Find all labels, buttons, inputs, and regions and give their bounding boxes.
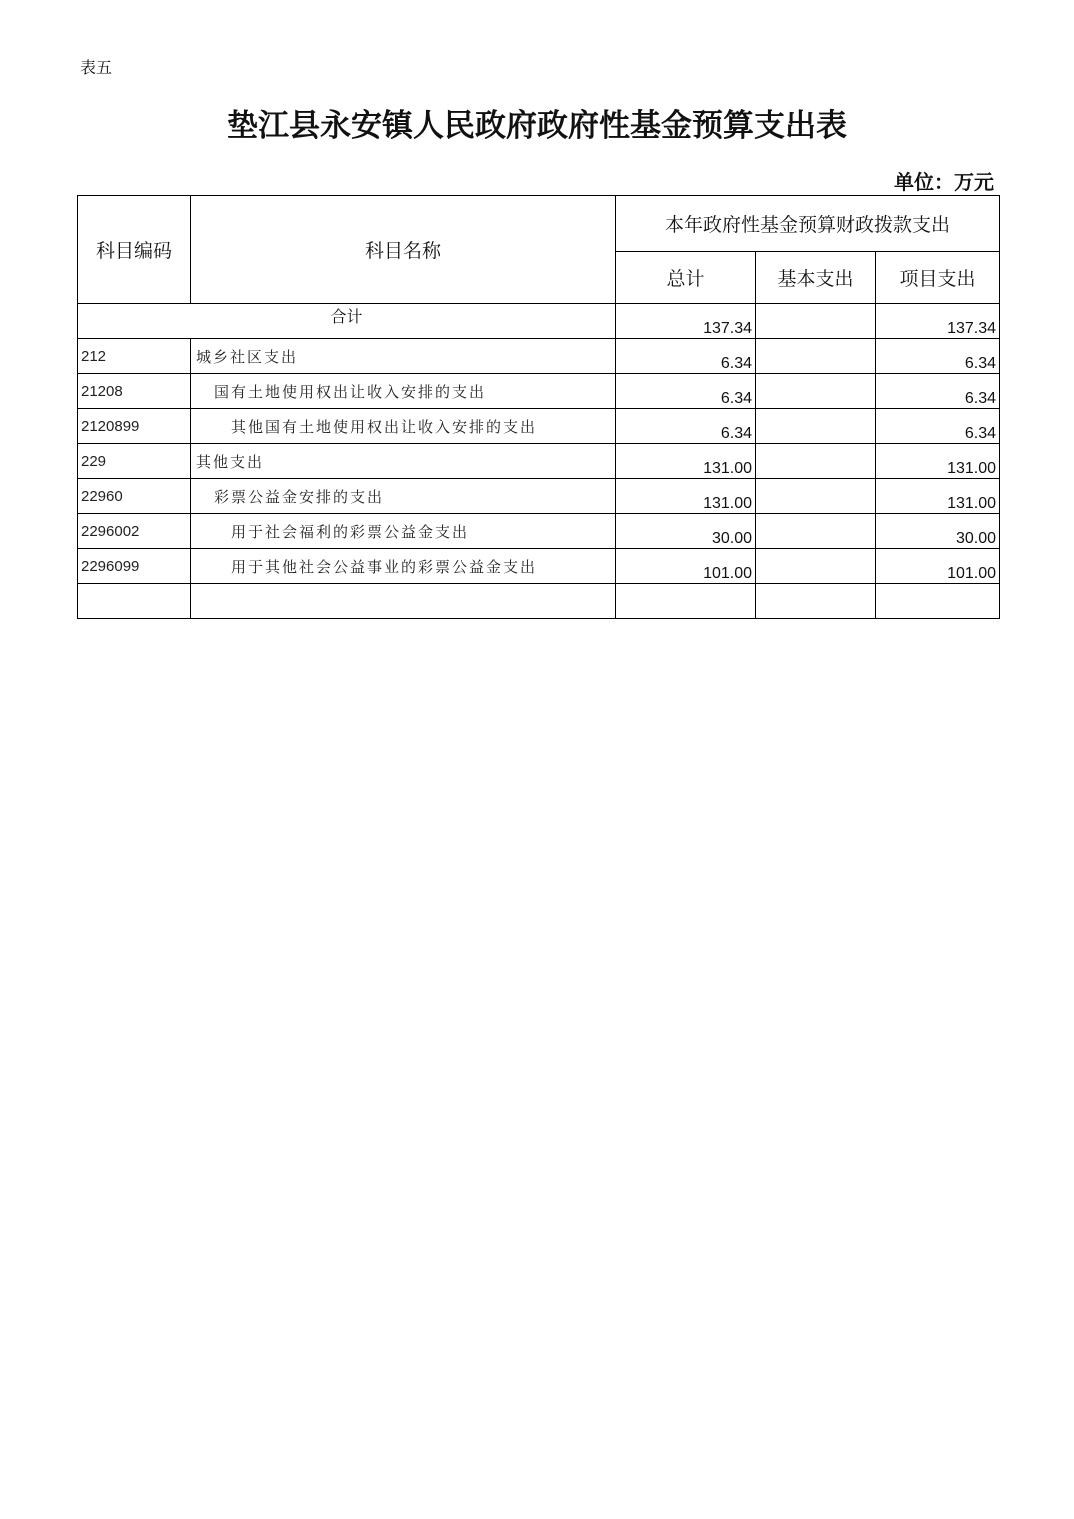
cell-name: 用于其他社会公益事业的彩票公益金支出	[191, 549, 616, 584]
table-row	[78, 374, 1000, 409]
header-total: 总计	[616, 252, 756, 304]
cell-total: 131.00	[616, 444, 756, 479]
cell-code: 21208	[78, 374, 191, 409]
cell-project: 30.00	[876, 514, 1000, 549]
cell-code: 22960	[78, 479, 191, 514]
cell-project: 131.00	[876, 444, 1000, 479]
cell-basic	[756, 514, 876, 549]
cell-basic	[756, 374, 876, 409]
cell-project: 6.34	[876, 409, 1000, 444]
table-row	[78, 409, 1000, 444]
cell-basic	[756, 409, 876, 444]
cell-basic	[756, 479, 876, 514]
cell-code	[78, 584, 191, 619]
cell-project: 101.00	[876, 549, 1000, 584]
unit-label: 单位：万元	[894, 170, 994, 194]
table-row	[78, 444, 1000, 479]
cell-name: 国有土地使用权出让收入安排的支出	[191, 374, 616, 409]
cell-code: 229	[78, 444, 191, 479]
total-cell-basic	[756, 304, 876, 339]
total-row	[78, 304, 1000, 339]
cell-total: 6.34	[616, 339, 756, 374]
cell-name: 彩票公益金安排的支出	[191, 479, 616, 514]
cell-total: 101.00	[616, 549, 756, 584]
cell-total: 30.00	[616, 514, 756, 549]
cell-name: 其他国有土地使用权出让收入安排的支出	[191, 409, 616, 444]
header-group: 本年政府性基金预算财政拨款支出	[616, 196, 1000, 252]
cell-name	[191, 584, 616, 619]
cell-name: 用于社会福利的彩票公益金支出	[191, 514, 616, 549]
table-row	[78, 479, 1000, 514]
table-row	[78, 514, 1000, 549]
cell-basic	[756, 339, 876, 374]
header-basic: 基本支出	[756, 252, 876, 304]
table-row	[78, 339, 1000, 374]
cell-code: 212	[78, 339, 191, 374]
cell-total	[616, 584, 756, 619]
cell-basic	[756, 444, 876, 479]
table-number-label: 表五	[80, 58, 113, 77]
cell-project	[876, 584, 1000, 619]
table-row	[78, 549, 1000, 584]
cell-project: 6.34	[876, 339, 1000, 374]
cell-code: 2120899	[78, 409, 191, 444]
header-name: 科目名称	[191, 196, 616, 304]
cell-code: 2296002	[78, 514, 191, 549]
budget-table	[77, 195, 1000, 619]
cell-project: 131.00	[876, 479, 1000, 514]
cell-name: 其他支出	[191, 444, 616, 479]
total-cell-project: 137.34	[876, 304, 1000, 339]
cell-total: 131.00	[616, 479, 756, 514]
total-label: 合计	[78, 304, 616, 339]
cell-name: 城乡社区支出	[191, 339, 616, 374]
cell-basic	[756, 549, 876, 584]
page-title: 垫江县永安镇人民政府政府性基金预算支出表	[227, 108, 847, 144]
total-cell-total: 137.34	[616, 304, 756, 339]
cell-code: 2296099	[78, 549, 191, 584]
table-row-empty	[78, 584, 1000, 619]
cell-project: 6.34	[876, 374, 1000, 409]
cell-basic	[756, 584, 876, 619]
header-project: 项目支出	[876, 252, 1000, 304]
cell-total: 6.34	[616, 409, 756, 444]
cell-total: 6.34	[616, 374, 756, 409]
header-code: 科目编码	[78, 196, 191, 304]
